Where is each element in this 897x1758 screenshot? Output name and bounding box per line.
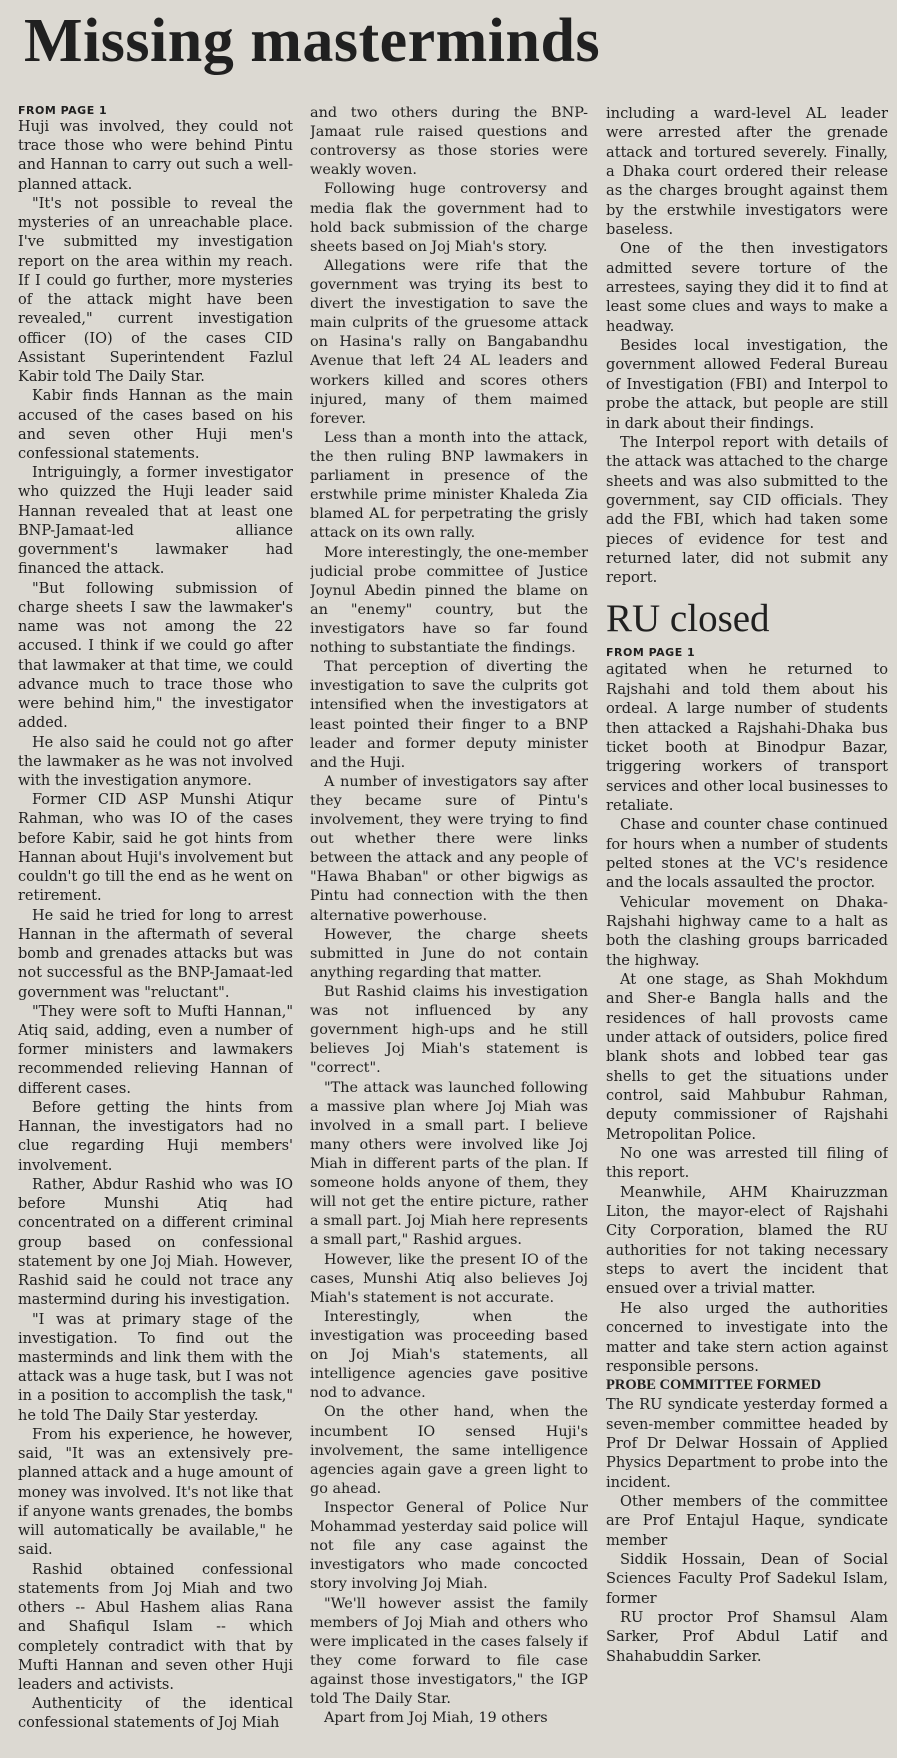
paragraph: agitated when he returned to Rajshahi and told them about his ordeal. A large number of students then attacked a Rajshahi-Dhaka bus ticket booth at Binodpur Bazar, triggering workers of transport services and other local businesses to retaliate. xyxy=(606,661,888,814)
paragraph: Before getting the hints from Hannan, the investigators had no clue regarding Huji members' involvement. xyxy=(18,1099,293,1174)
paragraph: Vehicular movement on Dhaka-Rajshahi highway came to a halt as both the clashing groups barricaded the highway. xyxy=(606,893,888,969)
paragraph: Siddik Hossain, Dean of Social Sciences Faculty Prof Sadekul Islam, former xyxy=(606,1550,888,1607)
paragraph: Former CID ASP Munshi Atiqur Rahman, who was IO of the cases before Kabir, said he got hints from Hannan about Huji's involvement but couldn't go till the end as he went on retirement. xyxy=(18,792,293,905)
paragraph: Chase and counter chase continued for hours when a number of students pelted stones at the VC's residence and the locals assaulted the proctor. xyxy=(606,816,888,892)
paragraph: He also urged the authorities concerned to investigate into the matter and take stern action against responsible persons. xyxy=(606,1299,888,1375)
paragraph: "It's not possible to reveal the mysteries of an unreachable place. I've submitted my investigation report on the area within my reach. If I could go further, more mysteries of the attack might have been revealed," current investigation officer (IO) of the cases CID Assistant Superintendent Fazlul Kabir told The Daily Star. xyxy=(18,195,293,386)
paragraph: Other members of the committee are Prof Entajul Haque, syndicate member xyxy=(606,1492,888,1549)
paragraph: RU proctor Prof Shamsul Alam Sarker, Prof Abdul Latif and Shahabuddin Sarker. xyxy=(606,1608,888,1665)
paragraph: and two others during the BNP-Jamaat rule raised questions and controversy as those stories were weakly woven. xyxy=(310,105,588,179)
story2-subhead: PROBE COMMITTEE FORMED xyxy=(606,1377,822,1394)
paragraph: "We'll however assist the family members of Joj Miah and others who were implicated in the cases falsely if they come forward to file case against those investigators," the IGP told The Daily Star. xyxy=(310,1595,588,1708)
paragraph: No one was arrested till filing of this report. xyxy=(606,1145,888,1182)
paragraph: Meanwhile, AHM Khairuzzman Liton, the mayor-elect of Rajshahi City Corporation, blamed the RU authorities for not taking necessary steps to avert the incident that ensued over a trivial matter. xyxy=(606,1183,888,1298)
column-1 xyxy=(18,104,293,1754)
paragraph: From his experience, he however, said, "It was an extensively pre-planned attack and a huge amount of money was involved. It's not like that if anyone wants grenades, the bombs will automatically be available," he said. xyxy=(18,1426,293,1559)
paragraph: Authenticity of the identical confessional statements of Joj Miah xyxy=(18,1696,293,1732)
paragraph: including a ward-level AL leader were arrested after the grenade attack and tortured severely. Finally, a Dhaka court ordered their release as the charges brought against them by the erstwhile investigators were baseless. xyxy=(606,105,888,239)
paragraph: Huji was involved, they could not trace those who were behind Pintu and Hannan to carry out such a well-planned attack. xyxy=(18,119,293,193)
column-3 xyxy=(606,104,888,1754)
headline: Missing masterminds xyxy=(24,7,601,75)
story2-headline: RU closed xyxy=(606,596,770,640)
paragraph: Allegations were rife that the government was trying its best to divert the investigation to save the main culprits of the gruesome attack on Hasina's rally on Bangabandhu Avenue that left 24 AL leaders and workers killed and scores others injured, many of them maimed forever. xyxy=(310,257,588,427)
paragraph: Rashid obtained confessional statements from Joj Miah and two others -- Abul Hashem alias Rana and Shafiqul Islam -- which completely contradict with that by Mufti Hannan and seven other Huji leaders and activists. xyxy=(18,1561,293,1693)
paragraph: Besides local investigation, the government allowed Federal Bureau of Investigation (FBI) and Interpol to probe the attack, but people are still in dark about their findings. xyxy=(606,337,888,432)
paragraph: But Rashid claims his investigation was not influenced by any government high-ups and he still believes Joj Miah's statement is "correct". xyxy=(310,984,588,1077)
paragraph: Apart from Joj Miah, 19 others xyxy=(324,1710,548,1727)
paragraph: He said he tried for long to arrest Hannan in the aftermath of several bomb and grenades attacks but was not successful as the BNP-Jamaat-led government was "reluctant". xyxy=(18,907,293,1001)
paragraph: Kabir finds Hannan as the main accused of the cases based on his and seven other Huji men's confessional statements. xyxy=(18,388,293,462)
paragraph: That perception of diverting the investigation to save the culprits got intensified when the investigators at least pointed their finger to a BNP leader and former deputy minister and the Huji. xyxy=(310,659,588,771)
paragraph: However, the charge sheets submitted in June do not contain anything regarding that matter. xyxy=(310,926,588,981)
story2-kicker: FROM PAGE 1 xyxy=(606,646,696,660)
paragraph: However, like the present IO of the cases, Munshi Atiq also believes Joj Miah's statement is not accurate. xyxy=(310,1251,588,1306)
paragraph: A number of investigators say after they became sure of Pintu's involvement, they were trying to find out whether there were links between the attack and any people of "Hawa Bhaban" or other bigwigs as Pintu had connection with the then alternative powerhouse. xyxy=(310,773,588,924)
paragraph: Following huge controversy and media flak the government had to hold back submission of the charge sheets based on Joj Miah's story. xyxy=(310,181,588,255)
paragraph: "I was at primary stage of the investigation. To find out the masterminds and link them with the attack was a huge task, but I was not in a position to accomplish the task," he told The Daily Star yesterday. xyxy=(18,1311,293,1424)
column-2 xyxy=(310,104,588,1754)
paragraph: More interestingly, the one-member judicial probe committee of Justice Joynul Abedin pinned the blame on an "enemy" country, but the investigators have so far found nothing to substantiate the findings. xyxy=(310,544,588,657)
paragraph: Rather, Abdur Rashid who was IO before Munshi Atiq had concentrated on a different criminal group based on confessional statement by one Joj Miah. However, Rashid said he could not trace any mastermind during his investigation. xyxy=(18,1176,293,1309)
paragraph: "The attack was launched following a massive plan where Joj Miah was involved in a small part. I believe many others were involved like Joj Miah in different parts of the plan. If someone holds anyone of them, they will not get the entire picture, rather a small part. Joj Miah here represents a small part," Rashid argues. xyxy=(310,1079,588,1249)
paragraph: He also said he could not go after the lawmaker as he was not involved with the investigation anymore. xyxy=(18,734,293,789)
paragraph: Intriguingly, a former investigator who quizzed the Huji leader said Hannan revealed that at least one BNP-Jamaat-led alliance government's lawmaker had financed the attack. xyxy=(18,465,293,578)
paragraph: "They were soft to Mufti Hannan," Atiq said, adding, even a number of former ministers and lawmakers recommended relieving Hannan of different cases. xyxy=(18,1003,293,1097)
story1-kicker: FROM PAGE 1 xyxy=(18,104,108,117)
paragraph: On the other hand, when the incumbent IO sensed Huji's involvement, the same intelligence agencies again gave a green light to go ahead. xyxy=(310,1404,588,1497)
paragraph: The RU syndicate yesterday formed a seven-member committee headed by Prof Dr Delwar Hossain of Applied Physics Department to probe into the incident. xyxy=(606,1396,888,1491)
paragraph: "But following submission of charge sheets I saw the lawmaker's name was not among the 22 accused. I think if we could go after that lawmaker at that time, we could advance much to trace those who were behind him," the investigator added. xyxy=(18,580,293,732)
paragraph: Less than a month into the attack, the then ruling BNP lawmakers in parliament in presence of the erstwhile prime minister Khaleda Zia blamed AL for perpetrating the grisly attack on its own rally. xyxy=(310,429,588,542)
paragraph: Inspector General of Police Nur Mohammad yesterday said police will not file any case against the investigators who made concocted story involving Joj Miah. xyxy=(310,1499,588,1593)
paragraph: One of the then investigators admitted severe torture of the arrestees, saying they did it to find at least some clues and ways to make a headway. xyxy=(606,240,888,335)
paragraph: Interestingly, when the investigation was proceeding based on Joj Miah's statements, all intelligence agencies gave positive nod to advance. xyxy=(310,1308,588,1402)
paragraph: The Interpol report with details of the attack was attached to the charge sheets and was also submitted to the government, say CID officials. They add the FBI, which had taken some pieces of evidence for test and returned later, did not submit any report. xyxy=(606,433,888,587)
paragraph: At one stage, as Shah Mokhdum and Sher-e Bangla halls and the residences of hall provosts came under attack of outsiders, police fired blank shots and lobbed tear gas shells to get the situations under control, said Mahbubur Rahman, deputy commissioner of Rajshahi Metropolitan Police. xyxy=(606,970,888,1143)
